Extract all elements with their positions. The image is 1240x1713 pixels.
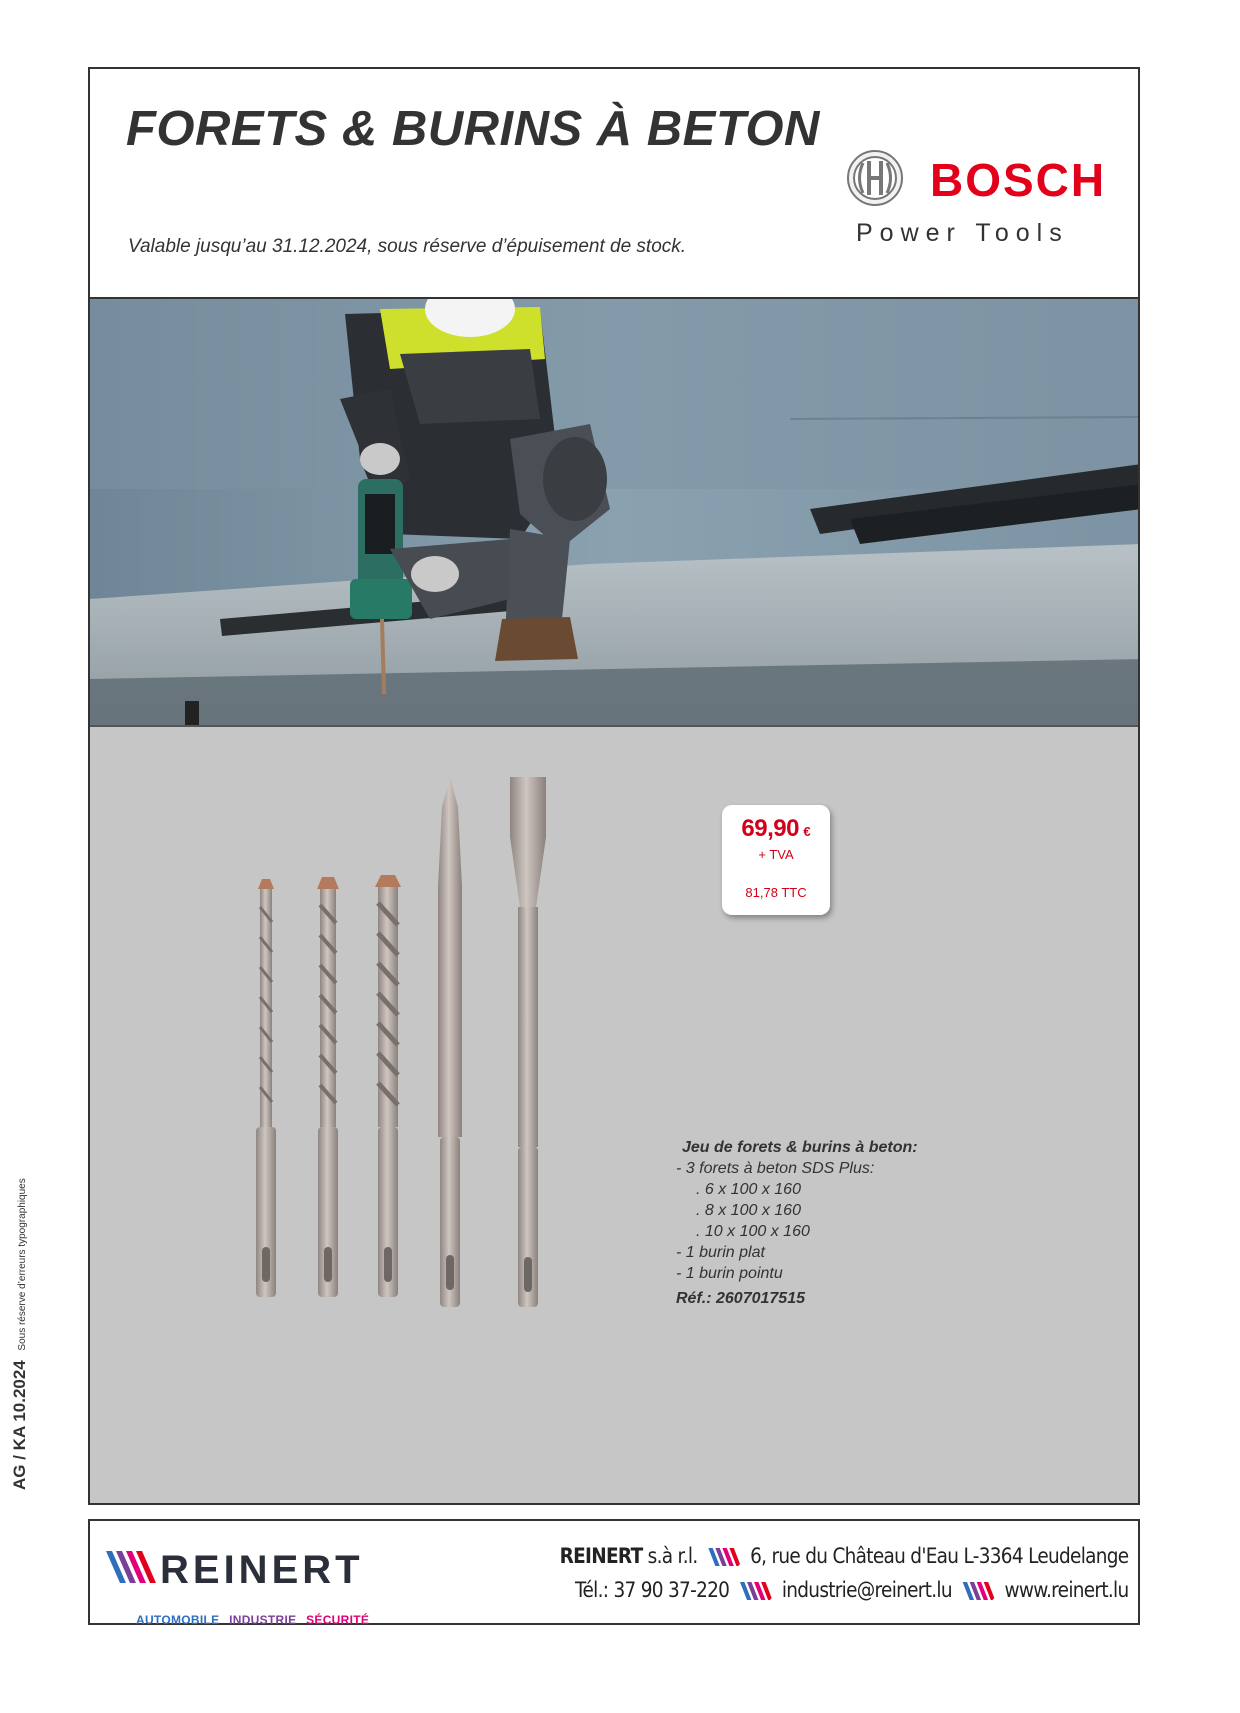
- company-name: REINERT: [559, 1544, 642, 1568]
- product-description: [676, 1137, 918, 1309]
- address-line: [559, 1539, 1128, 1573]
- product-line: . 10 x 100 x 160: [696, 1223, 810, 1240]
- validity-note: Valable jusqu’au 31.12.2024, sous réserve d’épuisement de stock.: [128, 236, 687, 257]
- side-note: [10, 1178, 30, 1490]
- page-title: FORETS & BURINS À BETON: [126, 102, 820, 156]
- bosch-wordmark: BOSCH: [930, 154, 1107, 206]
- stripes-icon: [739, 1582, 771, 1600]
- division-industrie: INDUSTRIE: [229, 1613, 297, 1627]
- bosch-tagline: Power Tools: [856, 219, 1069, 247]
- product-line: - 1 burin plat: [676, 1244, 765, 1261]
- division-securite: SÉCURITÉ: [306, 1613, 370, 1627]
- footer: [88, 1519, 1140, 1625]
- drill-bit-10mm-icon: [375, 875, 401, 1297]
- drill-bit-8mm-icon: [317, 877, 339, 1297]
- website-link[interactable]: www.reinert.lu: [1003, 1578, 1128, 1602]
- svg-text:REINERT: REINERT: [160, 1548, 364, 1592]
- product-line: - 1 burin pointu: [676, 1265, 783, 1282]
- flyer-frame: [88, 67, 1140, 1505]
- product-line: - 3 forets à beton SDS Plus:: [676, 1160, 875, 1177]
- header: [90, 69, 1138, 297]
- product-section: [90, 725, 1138, 1505]
- division-automobile: AUTOMOBILE: [136, 1613, 220, 1627]
- pointed-chisel-icon: [438, 777, 462, 1307]
- street-address: 6, rue du Château d'Eau L-3364 Leudelange: [749, 1544, 1128, 1568]
- reinert-divisions: [136, 1613, 369, 1627]
- price-value: 69,90: [741, 815, 799, 842]
- company-suffix: s.à r.l.: [647, 1544, 698, 1568]
- contact-line: [559, 1573, 1128, 1607]
- typo-disclaimer: Sous réserve d’erreurs typographiques: [17, 1178, 28, 1351]
- price-currency: €: [803, 824, 811, 839]
- product-line: . 6 x 100 x 160: [696, 1181, 801, 1198]
- flat-chisel-icon: [510, 777, 546, 1307]
- reinert-logo: [100, 1541, 380, 1627]
- catalog-code: AG / KA 10.2024: [10, 1360, 29, 1490]
- hero-photo: [90, 297, 1138, 725]
- email-link[interactable]: industrie@reinert.lu: [781, 1578, 952, 1602]
- stripes-icon: [707, 1548, 739, 1566]
- drill-bit-6mm-icon: [256, 879, 276, 1297]
- product-line: . 8 x 100 x 160: [696, 1202, 801, 1219]
- price-tag: [722, 805, 830, 915]
- price-ttc: 81,78 TTC: [745, 885, 807, 900]
- product-heading: Jeu de forets & burins à beton:: [682, 1139, 918, 1156]
- bosch-armature-icon: [846, 149, 904, 207]
- drill-chisel-set-icon: [240, 777, 620, 1337]
- construction-worker-drilling-photo: [90, 299, 1138, 725]
- contact-block: [559, 1539, 1128, 1607]
- price-net: [722, 815, 830, 843]
- price-vat-note: + TVA: [758, 847, 794, 862]
- product-reference: Réf.: 2607017515: [676, 1290, 805, 1307]
- stripes-icon: [962, 1582, 994, 1600]
- bosch-logo: [846, 147, 1116, 267]
- reinert-logo-icon: [100, 1541, 380, 1601]
- phone-number: Tél.: 37 90 37-220: [574, 1578, 729, 1602]
